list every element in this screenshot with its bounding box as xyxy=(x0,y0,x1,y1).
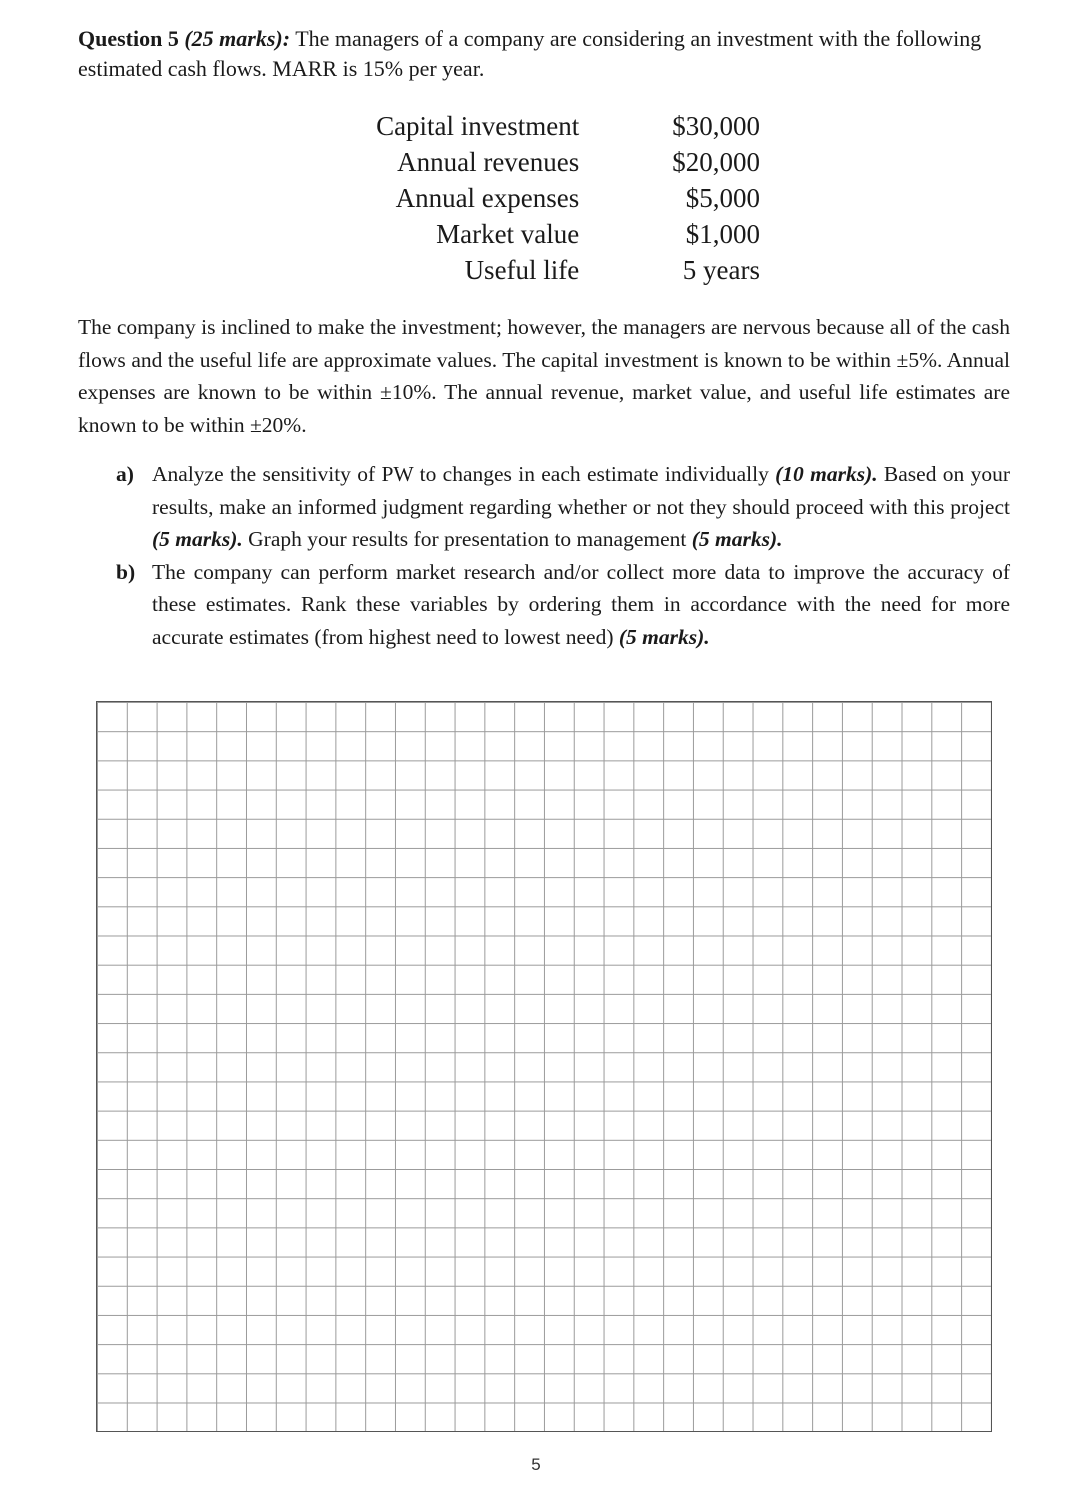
cash-flow-value: $5,000 xyxy=(685,183,760,213)
part-a-text-2: Based on your results, make an informed judgment regarding whether or not they should proceed with this project xyxy=(152,462,1011,519)
question-header xyxy=(78,24,998,84)
cash-flow-label: Useful life xyxy=(464,255,580,285)
part-letter: a) xyxy=(116,462,134,486)
question-parts xyxy=(116,458,1010,653)
part-a-text-1: Analyze the sensitivity of PW to changes in each estimate individually xyxy=(152,462,776,486)
part-b-text-1: The company can perform market research and/or collect more data to improve the accuracy of these estimates. Rank these variables by ordering them in accordance with the need for more accurate estimates (from highest need to lowest need) xyxy=(152,559,1010,649)
cash-flow-label: Annual revenues xyxy=(397,147,580,177)
part-b xyxy=(116,556,1010,654)
part-a-marks-1: (10 marks). xyxy=(775,462,878,486)
table-row xyxy=(300,144,760,180)
question-marks: (25 marks): xyxy=(184,26,291,51)
cash-flow-value: $20,000 xyxy=(672,147,760,177)
cash-flow-label: Capital investment xyxy=(376,111,580,141)
cash-flow-value: 5 years xyxy=(682,255,760,285)
problem-description: The company is inclined to make the investment; however, the managers are nervous because all of the cash flows and the useful life are approximate values. The capital investment is known to be within ±5%. Annual expenses are known to be within ±10%. The annual revenue, market value, and useful life estimates are known to be within ±20%. xyxy=(78,315,1010,437)
part-a-text-3: Graph your results for presentation to management xyxy=(242,527,692,551)
graph-paper-grid xyxy=(96,701,992,1432)
cash-flow-label: Market value xyxy=(436,219,580,249)
cash-flow-table xyxy=(300,108,760,288)
page-number: 5 xyxy=(531,1455,541,1474)
part-text xyxy=(152,556,1010,654)
cash-flow-value: $30,000 xyxy=(672,111,760,141)
part-text xyxy=(152,458,1010,556)
table-row xyxy=(300,108,760,144)
cash-flow-value: $1,000 xyxy=(685,219,760,249)
part-letter: b) xyxy=(116,559,136,584)
part-a xyxy=(116,458,1010,556)
table-row xyxy=(300,252,760,288)
question-intro: The managers of a company are considering an investment with the following estimated cash flows. MARR is 15% per year. xyxy=(78,26,982,81)
question-title: Question 5 xyxy=(78,26,179,51)
part-a-marks-2: (5 marks). xyxy=(152,527,243,551)
part-b-marks-1: (5 marks). xyxy=(618,624,710,649)
part-a-marks-3: (5 marks). xyxy=(691,527,783,551)
table-row xyxy=(300,216,760,252)
cash-flow-label: Annual expenses xyxy=(395,183,580,213)
table-row xyxy=(300,180,760,216)
